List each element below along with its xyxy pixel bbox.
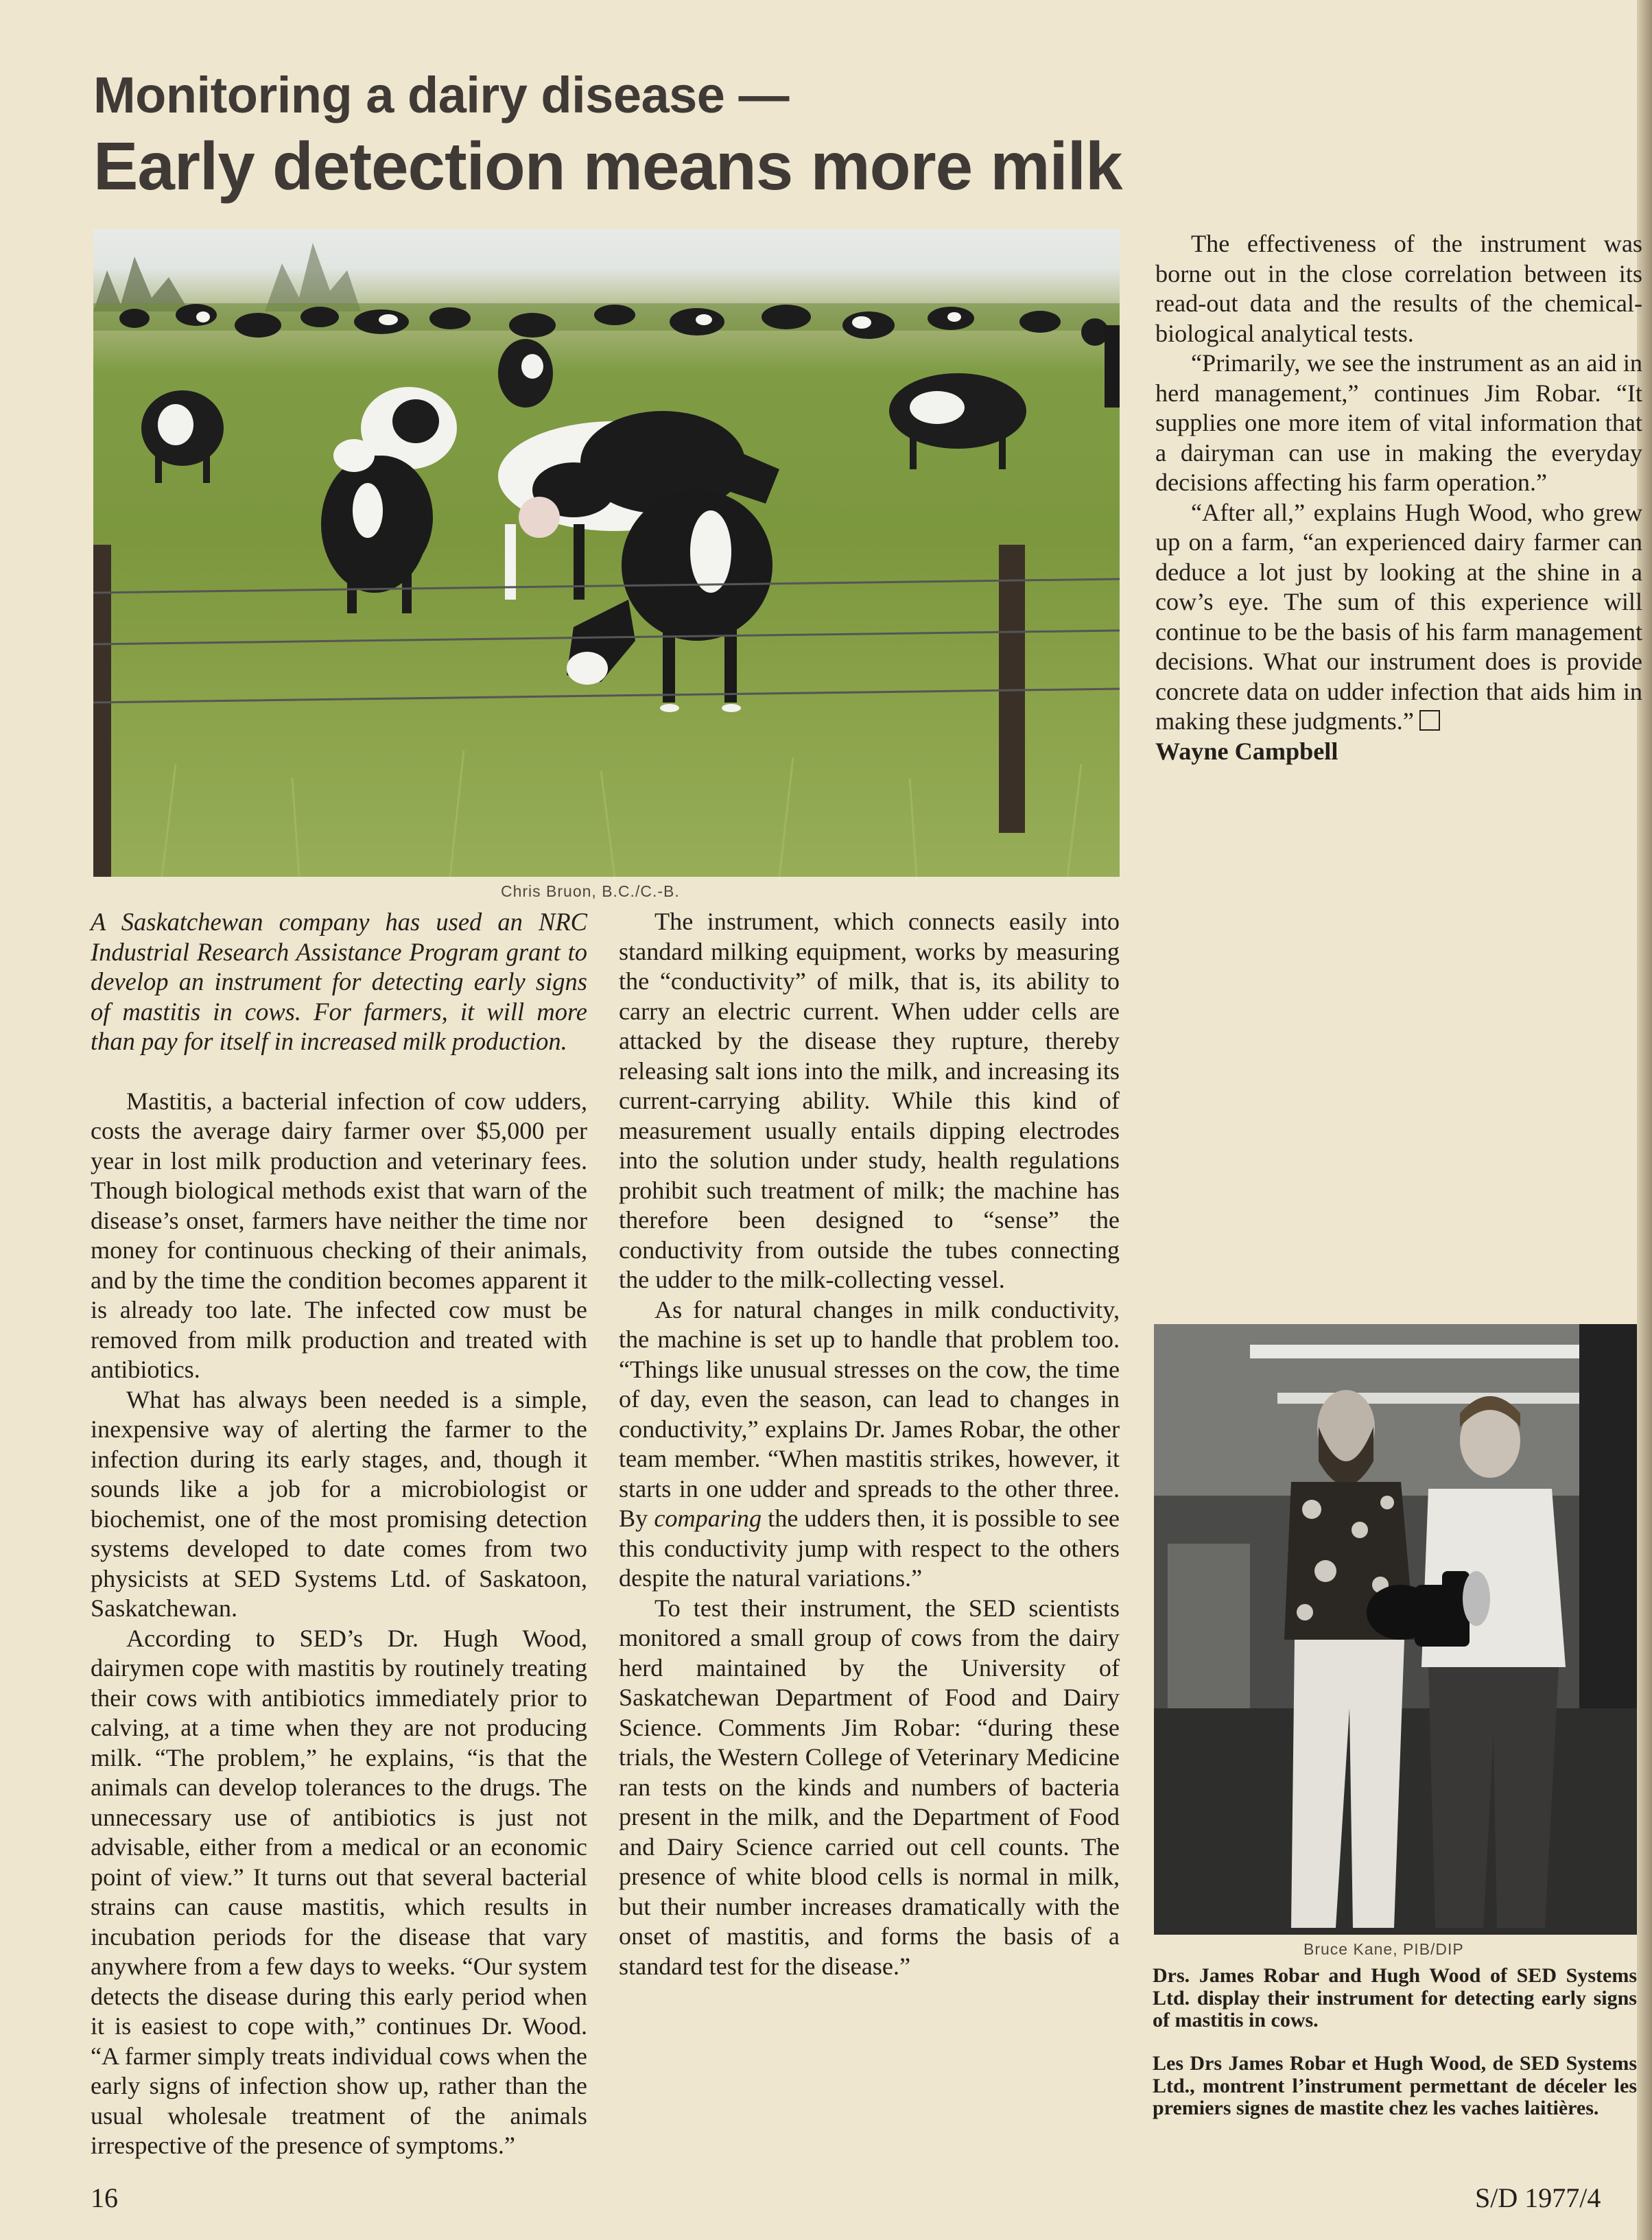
inset-photo-credit: Bruce Kane, PIB/DIP (1303, 1940, 1464, 1958)
article-paragraph: To test their instrument, the SED scientists monitored a small group of cows from the dairy herd maintained by the University of Saskatchewan Department of Food and Dairy Science. Comments Jim Robar: “during these trials, the Western College of Veterinary Medicine ran tests on the kinds and numbers of bacteria present in the milk, and the Department of Food and Dairy Science carried out cell counts. The presence of white blood cells is normal in milk, but their number increases dramatically with the onset of mastitis, and forms the basis of a standard test for the disease.” (619, 1594, 1120, 1980)
article-column-3 (1155, 229, 1642, 766)
article-byline: Wayne Campbell (1155, 737, 1338, 765)
paragraph-text: As for natural changes in milk conductivity, the machine is set up to handle that problem too. “Things like unusual stresses on the cow, the time of day, even the season, can lead to changes in conductivity,” explains Dr. James Robar, the other team member. “When mastitis strikes, however, it starts in one udder and spreads to the other three. By (619, 1295, 1120, 1532)
article-paragraph: According to SED’s Dr. Hugh Wood, dairymen cope with mastitis by routinely treating their cows with antibiotics immediately prior to calving, at a time when they are not producing milk. “The problem,” he explains, “is that the animals can develop tolerances to the drugs. The unnecessary use of antibiotics is just not advisable, either from a medical or an economic point of view.” It turns out that several bacterial strains can cause mastitis, which results in incubation periods for the disease that vary anywhere from a few days to weeks. “Our system detects the disease during this early period when it is easiest to cope with,” continues Dr. Wood. “A farmer simply treats individual cows when the early signs of infection show up, rather than the usual wholesale treatment of the animals irrespective of the presence of symptoms.” (91, 1624, 587, 2159)
article-column-2 (619, 907, 1120, 1981)
paragraph-text: “After all,” explains Hugh Wood, who grew up on a farm, “an experienced dairy farmer can deduce a lot just by looking at the shine in a cow’s eye. The sum of this experience will continue to be the basis of his farm management decisions. What our instrument does is provide concrete data on udder infection that aids him in making these judgments.” (1155, 498, 1642, 735)
end-mark-icon (1419, 710, 1440, 731)
researchers-illustration (1154, 1324, 1637, 1935)
article-paragraph (1155, 498, 1642, 737)
article-paragraph: The effectiveness of the instrument was borne out in the close correlation between its read-out data and the results of the chemical-biological analytical tests. (1155, 230, 1642, 347)
cow-pasture-illustration (93, 229, 1120, 877)
page-number: 16 (91, 2182, 118, 2213)
article-paragraph: The instrument, which connects easily into standard milking equipment, works by measuring the “conductivity” of milk, that is, its ability to carry an electric current. When udder cells are attacked by the disease they rupture, thereby releasing salt ions into the milk, and increasing its current-carrying ability. While this kind of measurement usually entails dipping electrodes into the solution under study, health regulations prohibit such treatment of milk; the machine has therefore been designed to “sense” the conductivity from outside the tubes connecting the udder to the milk-collecting vessel. (619, 908, 1120, 1293)
researchers-photo (1154, 1324, 1637, 1935)
photo-credit: Chris Bruon, B.C./C.-B. (501, 882, 680, 900)
emphasis-text: comparing (654, 1505, 762, 1532)
article-kicker: Monitoring a dairy disease — (93, 67, 790, 123)
article-headline: Early detection means more milk (93, 128, 1122, 204)
article-paragraph: “Primarily, we see the instrument as an aid in herd management,” continues Jim Robar. “It supplies one more item of vital information that a dairyman can use in making the everyday decisions affecting his farm operation.” (1155, 349, 1642, 496)
article-lede: A Saskatchewan company has used an NRC Industrial Research Assistance Program grant to develop an instrument for detecting early signs of mastitis in cows. For farmers, it will more than pay for itself in increased milk production. (91, 908, 587, 1055)
article-paragraph (619, 1295, 1120, 1594)
paragraph-text: the udders then, it is possible to see this conductivity jump with respect to the others despite the natural variations.” (619, 1505, 1120, 1592)
caption-french: Les Drs James Robar et Hugh Wood, de SED Systems Ltd., montrent l’instrument permettant de déceler les premiers signes de mastite chez les vaches laitières. (1153, 2052, 1637, 2119)
issue-label: S/D 1977/4 (1475, 2182, 1601, 2213)
cow-pasture-photo (93, 229, 1120, 877)
article-paragraph: Mastitis, a bacterial infection of cow udders, costs the average dairy farmer over $5,000 per year in lost milk production and veterinary fees. Though biological methods exist that warn of the disease’s onset, farmers have neither the time nor money for continuous checking of their animals, and by the time the condition becomes apparent it is already too late. The infected cow must be removed from milk production and treated with antibiotics. (91, 1087, 587, 1383)
article-paragraph: What has always been needed is a simple, inexpensive way of alerting the farmer to the infection during its early stages, and, though it sounds like a job for a microbiologist or biochemist, one of the most promising detection systems developed to date comes from two physicists at SED Systems Ltd. of Saskatoon, Saskatchewan. (91, 1385, 587, 1622)
caption-english: Drs. James Robar and Hugh Wood of SED Systems Ltd. display their instrument for detecting early signs of mastitis in cows. (1153, 1964, 1637, 2031)
article-column-1 (91, 907, 587, 2161)
